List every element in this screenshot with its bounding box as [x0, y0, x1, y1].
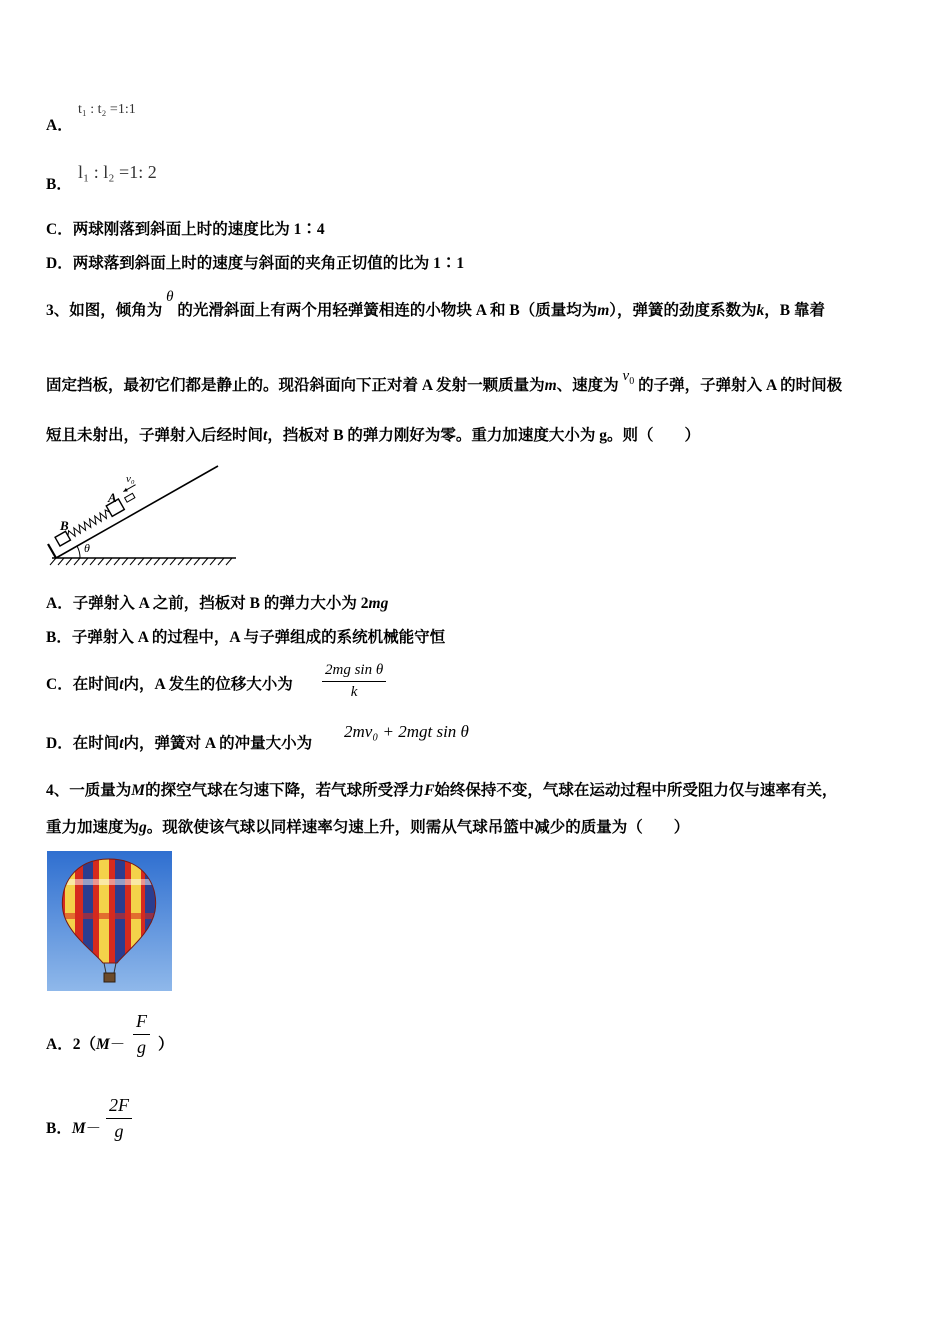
minus-sign: － — [85, 1120, 102, 1137]
fraction-numerator: F — [133, 1011, 150, 1035]
fraction-denominator: k — [350, 684, 358, 700]
option-label: B． — [46, 176, 72, 193]
q3-option-c — [46, 677, 293, 693]
option-label: D． — [46, 255, 73, 272]
option-label: D． — [46, 735, 73, 752]
incline-spring-figure — [46, 460, 241, 570]
var-g: g — [139, 819, 147, 836]
option-label: B． — [46, 629, 72, 646]
stem-text: 4、一质量为 — [46, 782, 132, 799]
option-label: B． — [46, 1120, 72, 1137]
q3-option-d — [46, 736, 312, 752]
var-F: F — [424, 782, 435, 799]
stem-text: ），弹簧的劲度系数为 — [609, 302, 757, 319]
stem-text: 始终保持不变，气球在运动过程中所受阻力仅与速率有关， — [434, 782, 838, 799]
option-text: 子弹射入 A 的过程中，A 与子弹组成的系统机械能守恒 — [71, 629, 446, 646]
v0-symbol: $v_0$ — [622, 368, 635, 387]
q4-option-a — [46, 1037, 125, 1053]
q2-option-b-formula: l₁ : l₂ =1: 2 — [78, 162, 157, 182]
figure-label-theta: θ — [84, 541, 90, 555]
stem-text: 3、如图，倾角为 — [46, 302, 163, 319]
q3-stem-line3 — [46, 428, 700, 444]
q3-stem-line1 — [46, 289, 825, 319]
stem-text: ，B 靠着 — [764, 302, 825, 319]
q3-option-a — [46, 596, 388, 612]
figure-label-v0: v₀ — [126, 473, 135, 485]
figure-label-a: A — [108, 490, 117, 505]
q2-option-c — [46, 222, 325, 238]
q3-stem-line2 — [46, 368, 843, 397]
stem-text: 、速度为 — [556, 377, 619, 394]
var-t: t — [263, 427, 268, 444]
fraction-denominator: g — [137, 1037, 146, 1057]
fraction-denominator: g — [114, 1121, 124, 1141]
q4-option-b-fraction — [106, 1095, 132, 1142]
var-mg: mg — [368, 595, 389, 612]
q4-option-a-close: ） — [158, 1036, 174, 1053]
var-t: t — [119, 676, 124, 693]
option-label: C． — [46, 676, 73, 693]
figure-label-b: B — [60, 518, 69, 533]
option-text: 在时间 — [72, 676, 120, 693]
var-M: M — [95, 1036, 110, 1053]
option-text: 两球落到斜面上时的速度与斜面的夹角正切值的比为 1∶1 — [72, 255, 465, 272]
q4-stem-line2 — [46, 820, 689, 836]
stem-text: ，挡板对 B 的弹力刚好为零。重力加速度大小为 g。则（ ） — [267, 427, 701, 444]
q2-option-b — [46, 177, 72, 193]
minus-sign: － — [109, 1036, 126, 1053]
stem-text: 的探空气球在匀速下降，若气球所受浮力 — [145, 782, 425, 799]
var-k: k — [756, 302, 765, 319]
fraction-numerator: 2F — [106, 1095, 132, 1119]
q2-option-a — [46, 118, 73, 134]
stem-text: 的光滑斜面上有两个用轻弹簧相连的小物块 A 和 B（质量均为 — [177, 302, 598, 319]
option-text: 在时间 — [72, 735, 120, 752]
stem-text: 。现欲使该气球以同样速率匀速上升，则需从气球吊篮中减少的质量为（ ） — [146, 819, 690, 836]
stem-text: 固定挡板，最初它们都是静止的。现沿斜面向下正对着 A 发射一颗质量为 — [46, 377, 545, 394]
option-text: 内，A 发生的位移大小为 — [123, 676, 293, 693]
q4-stem-line1 — [46, 783, 837, 799]
q4-option-b — [46, 1121, 101, 1137]
var-M: M — [131, 782, 146, 799]
option-text: 两球刚落到斜面上时的速度比为 1∶4 — [72, 221, 325, 238]
option-label: A． — [46, 595, 73, 612]
stem-text: 短且未射出，子弹射入后经时间 — [46, 427, 264, 444]
var-t: t — [119, 735, 124, 752]
option-label: A． — [46, 117, 73, 134]
var-m: m — [597, 302, 610, 319]
fraction-numerator: 2mg sin θ — [322, 662, 386, 682]
stem-text: 的子弹，子弹射入 A 的时间极 — [638, 377, 843, 394]
option-text: 2（ — [72, 1036, 96, 1053]
q3-option-d-formula: 2mv₀ + 2mgt sin θ — [344, 722, 469, 741]
option-label: A． — [46, 1036, 73, 1053]
var-m: m — [544, 377, 557, 394]
hot-air-balloon-image — [47, 851, 172, 991]
stem-text: 重力加速度为 — [46, 819, 140, 836]
q4-option-a-fraction — [133, 1011, 150, 1058]
q2-option-a-formula: t₁ : t₂ =1:1 — [78, 102, 136, 117]
var-M: M — [71, 1120, 86, 1137]
option-label: C． — [46, 221, 73, 238]
q2-option-d — [46, 256, 464, 272]
q3-option-b — [46, 630, 445, 646]
q3-option-c-fraction — [322, 662, 386, 701]
option-text: 内，弹簧对 A 的冲量大小为 — [123, 735, 313, 752]
option-text: 子弹射入 A 之前，挡板对 B 的弹力大小为 2 — [72, 595, 369, 612]
theta-symbol: θ — [166, 289, 174, 305]
